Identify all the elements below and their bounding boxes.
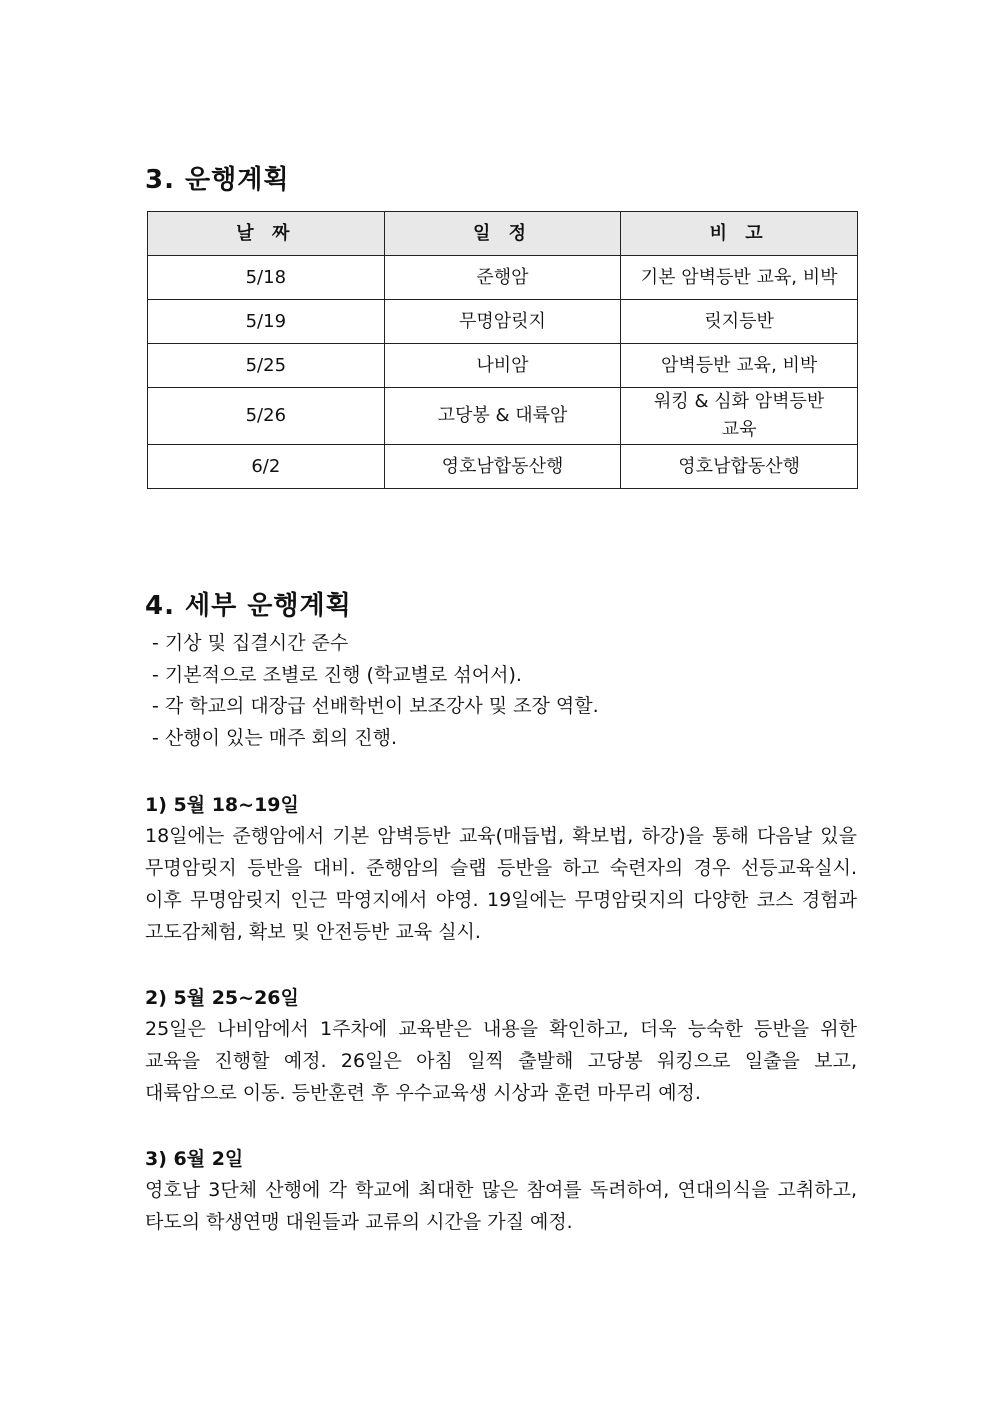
table-row: [148, 388, 858, 445]
cell-date: 5/26: [148, 388, 385, 445]
table-row: [148, 256, 858, 300]
list-item: - 기본적으로 조별로 진행 (학교별로 섞어서).: [152, 663, 522, 686]
cell-plan: 영호남합동산행: [384, 445, 621, 489]
cell-plan: 나비암: [384, 344, 621, 388]
list-item: - 각 학교의 대장급 선배학번이 보조강사 및 조장 역할.: [152, 695, 599, 717]
subsection-3-heading: 3) 6월 2일: [145, 1148, 244, 1170]
cell-plan: 무명암릿지: [384, 300, 621, 344]
section-4-heading: 4. 세부 운행계획: [145, 591, 352, 621]
cell-note: 기본 암벽등반 교육, 비박: [621, 256, 858, 300]
subsection-1-heading: 1) 5월 18~19일: [145, 794, 299, 816]
cell-plan: 준행암: [384, 256, 621, 300]
header-date: 날 짜: [148, 212, 385, 256]
subsection-2-text: 25일은 나비암에서 1주차에 교육받은 내용을 확인하고, 더욱 능숙한 등반을 위한 교육을 진행할 예정. 26일은 아침 일찍 출발해 고당봉 워킹으로 일출을 보고, 대륙암으로 이동. 등반훈련 후 우수교육생 시상과 훈련 마무리 예정.: [145, 1018, 857, 1104]
subsection-1-text: 18일에는 준행암에서 기본 암벽등반 교육(매듭법, 확보법, 하강)을 통해 다음날 있을 무명암릿지 등반을 대비. 준행암의 슬랩 등반을 하고 숙련자의 경우 선등교육실시. 이후 무명암릿지 인근 막영지에서 야영. 19일에는 무명암릿지의 다양한 코스 경험과 고도감체험, 확보 및 안전등반 교육 실시.: [145, 825, 857, 943]
cell-note: 릿지등반: [621, 300, 858, 344]
subsection-2-heading: 2) 5월 25~26일: [145, 987, 299, 1009]
table-row: [148, 445, 858, 489]
cell-date: 5/19: [148, 300, 385, 344]
header-plan: 일 정: [384, 212, 621, 256]
cell-note: 암벽등반 교육, 비박: [621, 344, 858, 388]
table-row: [148, 344, 858, 388]
cell-date: 5/18: [148, 256, 385, 300]
cell-plan: 고당봉 & 대륙암: [384, 388, 621, 445]
section-3-heading: 3. 운행계획: [145, 165, 290, 195]
schedule-table: [147, 211, 858, 489]
list-item: - 기상 및 집결시간 준수: [152, 632, 349, 654]
list-item: - 산행이 있는 매주 회의 진행.: [152, 726, 397, 749]
table-row: [148, 300, 858, 344]
cell-date: 5/25: [148, 344, 385, 388]
cell-date: 6/2: [148, 445, 385, 489]
guideline-list: [152, 628, 599, 754]
subsection-3-text: 영호남 3단체 산행에 각 학교에 최대한 많은 참여를 독려하여, 연대의식을 고취하고, 타도의 학생연맹 대원들과 교류의 시간을 가질 예정.: [145, 1179, 857, 1233]
header-note: 비 고: [621, 212, 858, 256]
table-header-row: [148, 212, 858, 256]
cell-note: 영호남합동산행: [621, 445, 858, 489]
cell-note: 워킹 & 심화 암벽등반 교육: [621, 388, 858, 445]
